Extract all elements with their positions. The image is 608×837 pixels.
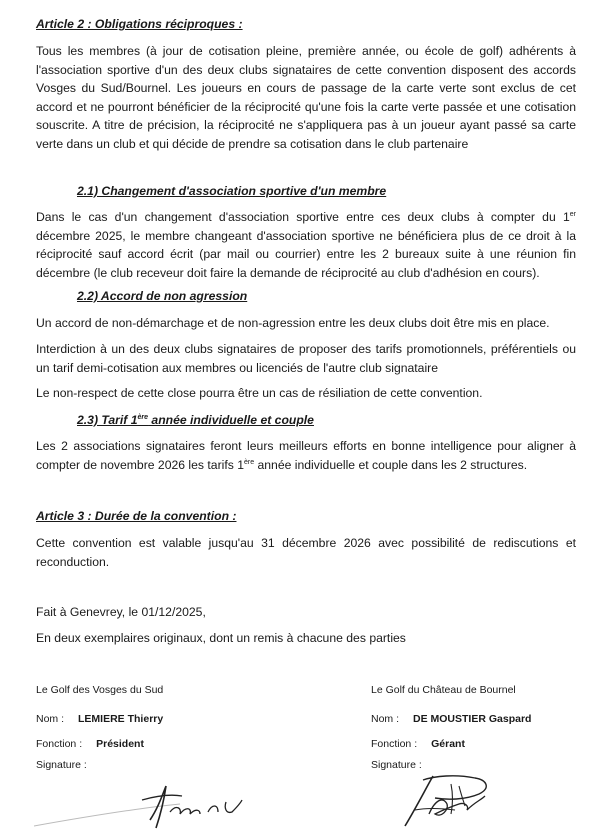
article-2-title: Article 2 : Obligations réciproques : bbox=[36, 17, 243, 31]
section-2-2-p1: Un accord de non-démarchage et de non-agression entre les deux clubs doit être mis en place. bbox=[36, 316, 550, 330]
article-3-text: Cette convention est valable jusqu'au 31 décembre 2026 avec possibilité de rediscutions et reconduction. bbox=[36, 536, 576, 569]
right-fonction-label: Fonction : bbox=[371, 738, 418, 750]
left-fonction-label: Fonction : bbox=[36, 738, 83, 750]
closing-place-date: Fait à Genevrey, le 01/12/2025, bbox=[36, 605, 206, 619]
right-fonction-row bbox=[371, 734, 465, 752]
article-2-intro: Tous les membres (à jour de cotisation pleine, première année, ou école de golf) adhérents à l'association sportive d'un des deux clubs signataires de cette convention disposent des accords Vosges du Sud/Bournel. Les joueurs en cours de passage de la carte verte sont exclus de cet accord et ne pourront bénéficier de la réciprocité qu'une fois la carte verte passée et une cotisation souscrite. A titre de précision, la réciprocité ne s'appliquera pas à un joueur ayant passé sa carte verte dans un club et qui décide de prendre sa cotisation dans le club partenaire bbox=[36, 44, 576, 151]
right-fonction-value: Gérant bbox=[431, 738, 465, 750]
closing-copies: En deux exemplaires originaux, dont un remis à chacune des parties bbox=[36, 631, 406, 645]
right-nom-label: Nom : bbox=[371, 713, 400, 725]
right-nom-row bbox=[371, 709, 531, 727]
section-2-2-p2: Interdiction à un des deux clubs signataires de proposer des tarifs promotionnels, préférentiels ou un tarif demi-cotisation aux membres ou licenciés de l'autre club signataire bbox=[36, 342, 576, 375]
right-nom-value: DE MOUSTIER Gaspard bbox=[413, 713, 532, 725]
section-2-3-text: Les 2 associations signataires feront leurs meilleurs efforts en bonne intelligence pour aligner à compter de novembre 2026 les tarifs 1ère année individuelle et couple dans les 2 structures. bbox=[36, 439, 576, 472]
section-2-2-p3: Le non-respect de cette close pourra être un cas de résiliation de cette convention. bbox=[36, 386, 483, 400]
left-signature-label: Signature : bbox=[36, 759, 87, 771]
section-2-1-text: Dans le cas d'un changement d'association sportive entre ces deux clubs à compter du 1er décembre 2025, le membre changeant d'association sportive ne bénéficiera plus de ce droit à la réciprocité sauf accord écrit (par mail ou courrier) entre les 2 bureaux suite à une réunion fin décembre (le club receveur doit faire la demande de réciprocité au club d'adhésion en cours). bbox=[36, 210, 576, 280]
section-2-2-title: 2.2) Accord de non agression bbox=[77, 289, 248, 303]
section-2-3-title: 2.3) Tarif 1ère année individuelle et couple bbox=[77, 413, 314, 427]
left-nom-label: Nom : bbox=[36, 713, 65, 725]
article-3-title: Article 3 : Durée de la convention : bbox=[36, 509, 237, 523]
left-club-name: Le Golf des Vosges du Sud bbox=[36, 684, 164, 696]
left-handwritten-signature bbox=[30, 778, 280, 833]
right-signature-label: Signature : bbox=[371, 759, 422, 771]
right-club-name: Le Golf du Château de Bournel bbox=[371, 684, 516, 696]
right-handwritten-signature bbox=[395, 770, 505, 832]
left-fonction-row bbox=[36, 734, 144, 752]
left-nom-row bbox=[36, 709, 163, 727]
left-fonction-value: Président bbox=[96, 738, 144, 750]
left-nom-value: LEMIERE Thierry bbox=[78, 713, 164, 725]
section-2-1-title: 2.1) Changement d'association sportive d'un membre bbox=[77, 184, 387, 198]
